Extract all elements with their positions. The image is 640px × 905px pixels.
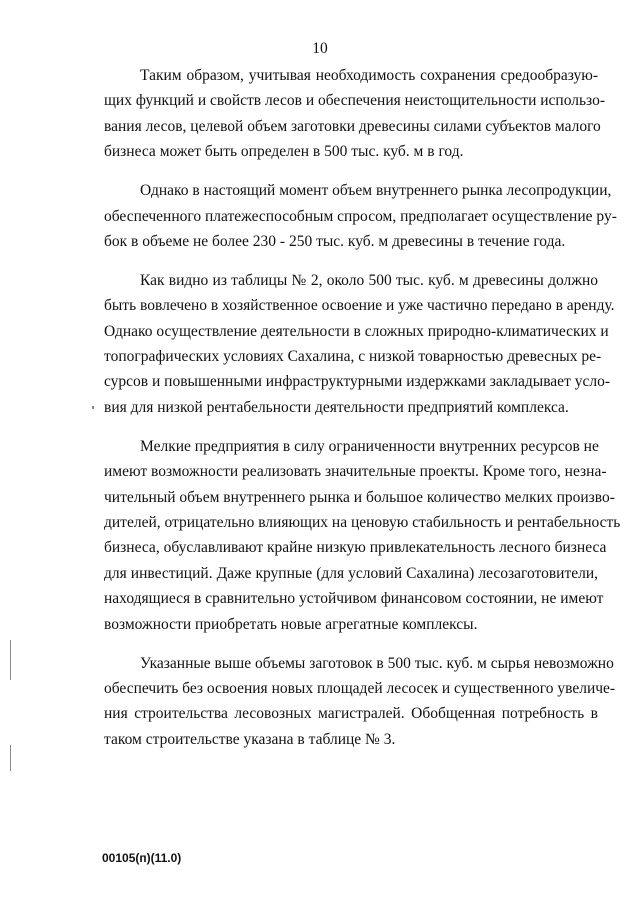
text-line: вания лесов, целевой объем заготовки древесины силами субъектов малого: [104, 117, 601, 135]
scan-margin-mark: [92, 406, 94, 409]
paragraph: [104, 434, 621, 637]
text-line: находящиеся в сравнительно устойчивом финансовом состоянии, не имеют: [104, 590, 604, 608]
text-line: для инвестиций. Даже крупные (для условий Сахалина) лесозаготовители,: [104, 564, 598, 582]
text-line: Указанные выше объемы заготовок в 500 тыс. куб. м сырья невозможно: [140, 654, 614, 672]
body-text: [104, 63, 621, 766]
footer-code: 00105(п)(11.0): [102, 851, 182, 865]
text-line: чительный объем внутреннего рынка и большое количество мелких произво-: [104, 488, 615, 506]
text-line: Мелкие предприятия в силу ограниченности внутренних ресурсов не: [140, 437, 599, 455]
paragraph: [104, 178, 617, 254]
page-number: 10: [312, 40, 328, 57]
paragraph: [104, 268, 615, 420]
text-line: возможности приобретать новые агрегатные комплексы.: [104, 615, 478, 633]
text-line: щих функций и свойств лесов и обеспечения неистощительности использо-: [104, 92, 606, 110]
text-line: Однако в настоящий момент объем внутреннего рынка лесопродукции,: [140, 182, 612, 200]
text-line: Как видно из таблицы № 2, около 500 тыс. куб. м древесины должно: [140, 271, 598, 289]
text-line: бизнеса может быть определен в 500 тыс. куб. м в год.: [104, 143, 464, 161]
text-line: вия для низкой рентабельности деятельности предприятий комплекса.: [104, 398, 569, 416]
text-line: имеют возможности реализовать значительные проекты. Кроме того, незна-: [104, 463, 607, 481]
text-line: бок в объеме не более 230 - 250 тыс. куб. м древесины в течение года.: [104, 232, 566, 250]
text-line: обеспеченного платежеспособным спросом, предполагает осуществление ру-: [104, 207, 617, 225]
text-line: Однако осуществление деятельности в сложных природно-климатических и: [104, 322, 609, 340]
text-line: дителей, отрицательно влияющих на ценовую стабильность и рентабельность: [104, 514, 621, 532]
text-line: обеспечить без освоения новых площадей лесосек и существенного увеличе-: [104, 679, 616, 697]
scan-margin-mark: [10, 745, 11, 771]
paragraph: [104, 63, 606, 165]
text-line: Таким образом, учитывая необходимость сохранения средообразую-: [140, 67, 598, 84]
scan-margin-mark: [10, 640, 11, 680]
paragraph: [104, 651, 616, 753]
text-line: таком строительстве указана в таблице № 3.: [104, 730, 396, 748]
text-line: сурсов и повышенными инфраструктурными издержками закладывает усло-: [104, 373, 610, 391]
text-line: быть вовлечено в хозяйственное освоение и уже частично передано в аренду.: [104, 297, 615, 315]
text-line: топографических условиях Сахалина, с низкой товарностью древесных ре-: [104, 348, 602, 366]
text-line: ния строительства лесовозных магистралей. Обобщенная потребность в: [104, 705, 598, 723]
text-line: бизнеса, обуславливают крайне низкую привлекательность лесного бизнеса: [104, 539, 607, 557]
